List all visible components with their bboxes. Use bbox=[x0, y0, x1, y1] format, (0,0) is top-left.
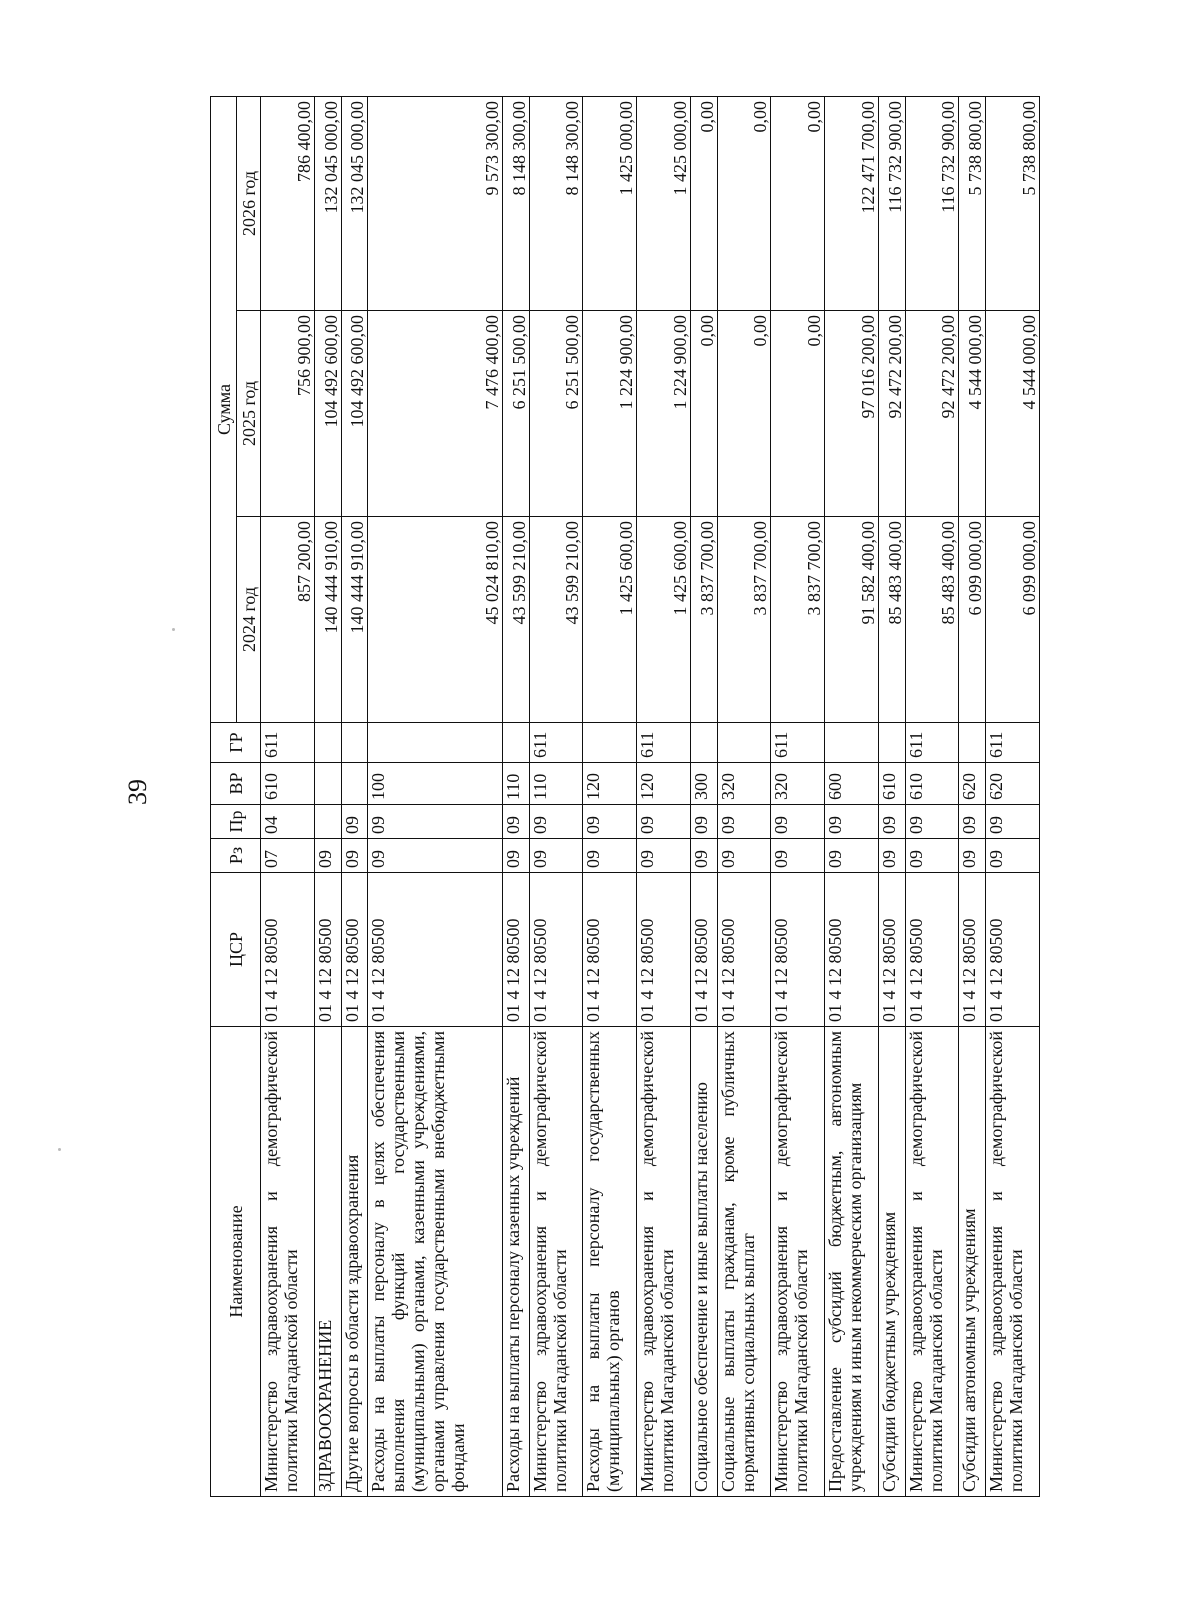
cell-gr: 611 bbox=[529, 723, 583, 763]
cell-y2026: 0,00 bbox=[771, 96, 825, 310]
cell-csr: 01 4 12 80500 bbox=[690, 873, 717, 1027]
cell-gr bbox=[502, 723, 529, 763]
cell-y2024: 6 099 000,00 bbox=[959, 517, 986, 723]
table-row bbox=[717, 96, 771, 1496]
cell-y2024: 6 099 000,00 bbox=[986, 517, 1040, 723]
cell-name: Субсидии бюджетным учреждениям bbox=[878, 1027, 905, 1497]
cell-csr: 01 4 12 80500 bbox=[314, 873, 341, 1027]
cell-vr: 120 bbox=[637, 763, 691, 805]
cell-rz: 09 bbox=[986, 839, 1040, 873]
cell-y2025: 0,00 bbox=[690, 311, 717, 517]
cell-vr bbox=[314, 763, 341, 805]
cell-pr: 09 bbox=[771, 805, 825, 839]
header-rz: Рз bbox=[211, 839, 261, 873]
cell-gr: 611 bbox=[637, 723, 691, 763]
cell-gr: 611 bbox=[261, 723, 315, 763]
cell-csr: 01 4 12 80500 bbox=[905, 873, 959, 1027]
cell-csr: 01 4 12 80500 bbox=[529, 873, 583, 1027]
page-number: 39 bbox=[123, 779, 152, 805]
cell-vr: 100 bbox=[368, 763, 502, 805]
cell-y2026: 0,00 bbox=[717, 96, 771, 310]
cell-y2024: 1 425 600,00 bbox=[583, 517, 637, 723]
header-gr: ГР bbox=[211, 723, 261, 763]
cell-gr bbox=[368, 723, 502, 763]
header-csr: ЦСР bbox=[211, 873, 261, 1027]
cell-y2025: 0,00 bbox=[717, 311, 771, 517]
cell-csr: 01 4 12 80500 bbox=[502, 873, 529, 1027]
cell-csr: 01 4 12 80500 bbox=[341, 873, 368, 1027]
cell-y2024: 857 200,00 bbox=[261, 517, 315, 723]
cell-rz: 09 bbox=[637, 839, 691, 873]
table-row bbox=[583, 96, 637, 1496]
cell-y2026: 5 738 800,00 bbox=[986, 96, 1040, 310]
cell-rz: 09 bbox=[314, 839, 341, 873]
header-2026: 2026 год bbox=[237, 96, 261, 310]
table-body bbox=[261, 96, 1040, 1496]
cell-rz: 09 bbox=[771, 839, 825, 873]
cell-gr bbox=[717, 723, 771, 763]
cell-vr: 600 bbox=[825, 763, 879, 805]
cell-y2025: 0,00 bbox=[771, 311, 825, 517]
table-header bbox=[211, 96, 261, 1496]
cell-rz: 09 bbox=[583, 839, 637, 873]
header-2025: 2025 год bbox=[237, 311, 261, 517]
table-row bbox=[690, 96, 717, 1496]
cell-rz: 09 bbox=[690, 839, 717, 873]
cell-gr: 611 bbox=[771, 723, 825, 763]
cell-name: ЗДРАВООХРАНЕНИЕ bbox=[314, 1027, 341, 1497]
cell-y2025: 7 476 400,00 bbox=[368, 311, 502, 517]
cell-pr: 09 bbox=[690, 805, 717, 839]
cell-rz: 09 bbox=[959, 839, 986, 873]
cell-y2024: 140 444 910,00 bbox=[314, 517, 341, 723]
cell-pr: 09 bbox=[986, 805, 1040, 839]
cell-y2025: 6 251 500,00 bbox=[502, 311, 529, 517]
cell-name: Расходы на выплаты персоналу в целях обеспечения выполнения функций государственными (муниципальными) органами, казенными учреждениями, органами управления государственными внебюджетными фондами bbox=[368, 1027, 502, 1497]
cell-gr bbox=[825, 723, 879, 763]
table-row bbox=[637, 96, 691, 1496]
cell-rz: 09 bbox=[878, 839, 905, 873]
table-row bbox=[986, 96, 1040, 1496]
header-sum: Сумма bbox=[211, 96, 237, 722]
table-row bbox=[261, 96, 315, 1496]
cell-y2026: 8 148 300,00 bbox=[502, 96, 529, 310]
cell-y2024: 3 837 700,00 bbox=[690, 517, 717, 723]
cell-pr: 09 bbox=[878, 805, 905, 839]
cell-y2026: 0,00 bbox=[690, 96, 717, 310]
cell-name: Субсидии автономным учреждениям bbox=[959, 1027, 986, 1497]
cell-y2025: 92 472 200,00 bbox=[905, 311, 959, 517]
cell-csr: 01 4 12 80500 bbox=[959, 873, 986, 1027]
budget-table bbox=[210, 96, 1040, 1497]
scan-speck bbox=[58, 1148, 61, 1151]
cell-y2024: 3 837 700,00 bbox=[771, 517, 825, 723]
cell-pr: 04 bbox=[261, 805, 315, 839]
cell-vr: 610 bbox=[261, 763, 315, 805]
cell-rz: 09 bbox=[825, 839, 879, 873]
cell-y2025: 104 492 600,00 bbox=[314, 311, 341, 517]
table-row bbox=[771, 96, 825, 1496]
cell-gr bbox=[314, 723, 341, 763]
cell-y2026: 786 400,00 bbox=[261, 96, 315, 310]
table-row bbox=[825, 96, 879, 1496]
cell-y2026: 132 045 000,00 bbox=[314, 96, 341, 310]
cell-csr: 01 4 12 80500 bbox=[637, 873, 691, 1027]
cell-rz: 09 bbox=[368, 839, 502, 873]
cell-gr: 611 bbox=[905, 723, 959, 763]
cell-y2024: 1 425 600,00 bbox=[637, 517, 691, 723]
cell-name: Министерство здравоохранения и демографической политики Магаданской области bbox=[771, 1027, 825, 1497]
cell-y2026: 1 425 000,00 bbox=[583, 96, 637, 310]
cell-pr: 09 bbox=[825, 805, 879, 839]
cell-y2026: 132 045 000,00 bbox=[341, 96, 368, 310]
cell-pr: 09 bbox=[717, 805, 771, 839]
cell-pr: 09 bbox=[583, 805, 637, 839]
cell-gr bbox=[690, 723, 717, 763]
table-row bbox=[878, 96, 905, 1496]
cell-vr: 320 bbox=[771, 763, 825, 805]
cell-rz: 09 bbox=[529, 839, 583, 873]
cell-y2025: 756 900,00 bbox=[261, 311, 315, 517]
cell-y2026: 5 738 800,00 bbox=[959, 96, 986, 310]
cell-pr: 09 bbox=[529, 805, 583, 839]
cell-rz: 09 bbox=[502, 839, 529, 873]
cell-name: Министерство здравоохранения и демографической политики Магаданской области bbox=[529, 1027, 583, 1497]
table-row bbox=[529, 96, 583, 1496]
table-row bbox=[368, 96, 502, 1496]
cell-csr: 01 4 12 80500 bbox=[771, 873, 825, 1027]
cell-gr bbox=[583, 723, 637, 763]
header-2024: 2024 год bbox=[237, 517, 261, 723]
table-row bbox=[959, 96, 986, 1496]
cell-y2025: 1 224 900,00 bbox=[637, 311, 691, 517]
table-row bbox=[905, 96, 959, 1496]
cell-csr: 01 4 12 80500 bbox=[261, 873, 315, 1027]
cell-y2024: 140 444 910,00 bbox=[341, 517, 368, 723]
cell-pr: 09 bbox=[905, 805, 959, 839]
cell-y2024: 43 599 210,00 bbox=[529, 517, 583, 723]
cell-name: Министерство здравоохранения и демографической политики Магаданской области bbox=[905, 1027, 959, 1497]
cell-y2026: 8 148 300,00 bbox=[529, 96, 583, 310]
cell-rz: 09 bbox=[905, 839, 959, 873]
cell-y2024: 45 024 810,00 bbox=[368, 517, 502, 723]
cell-vr: 610 bbox=[905, 763, 959, 805]
cell-csr: 01 4 12 80500 bbox=[986, 873, 1040, 1027]
cell-y2026: 9 573 300,00 bbox=[368, 96, 502, 310]
cell-gr bbox=[878, 723, 905, 763]
cell-name: Министерство здравоохранения и демографической политики Магаданской области bbox=[637, 1027, 691, 1497]
cell-gr bbox=[959, 723, 986, 763]
cell-csr: 01 4 12 80500 bbox=[717, 873, 771, 1027]
cell-y2025: 4 544 000,00 bbox=[959, 311, 986, 517]
cell-name: Министерство здравоохранения и демографической политики Магаданской области bbox=[261, 1027, 315, 1497]
cell-pr bbox=[314, 805, 341, 839]
cell-gr bbox=[341, 723, 368, 763]
cell-y2026: 1 425 000,00 bbox=[637, 96, 691, 310]
cell-name: Расходы на выплаты персоналу казенных учреждений bbox=[502, 1027, 529, 1497]
cell-rz: 09 bbox=[341, 839, 368, 873]
cell-csr: 01 4 12 80500 bbox=[825, 873, 879, 1027]
cell-pr: 09 bbox=[341, 805, 368, 839]
table-row bbox=[502, 96, 529, 1496]
cell-y2025: 4 544 000,00 bbox=[986, 311, 1040, 517]
cell-csr: 01 4 12 80500 bbox=[368, 873, 502, 1027]
scan-speck bbox=[172, 628, 175, 631]
cell-y2024: 91 582 400,00 bbox=[825, 517, 879, 723]
cell-name: Министерство здравоохранения и демографической политики Магаданской области bbox=[986, 1027, 1040, 1497]
cell-y2026: 116 732 900,00 bbox=[905, 96, 959, 310]
cell-y2024: 3 837 700,00 bbox=[717, 517, 771, 723]
cell-y2024: 85 483 400,00 bbox=[878, 517, 905, 723]
cell-vr: 620 bbox=[986, 763, 1040, 805]
cell-y2024: 43 599 210,00 bbox=[502, 517, 529, 723]
rotated-table-container bbox=[210, 97, 1040, 1497]
cell-y2026: 116 732 900,00 bbox=[878, 96, 905, 310]
cell-pr: 09 bbox=[959, 805, 986, 839]
cell-vr: 610 bbox=[878, 763, 905, 805]
cell-csr: 01 4 12 80500 bbox=[583, 873, 637, 1027]
cell-vr: 320 bbox=[717, 763, 771, 805]
cell-vr: 120 bbox=[583, 763, 637, 805]
cell-rz: 09 bbox=[717, 839, 771, 873]
table-row bbox=[314, 96, 341, 1496]
cell-y2025: 92 472 200,00 bbox=[878, 311, 905, 517]
cell-pr: 09 bbox=[368, 805, 502, 839]
cell-name: Социальные выплаты гражданам, кроме публичных нормативных социальных выплат bbox=[717, 1027, 771, 1497]
cell-vr: 300 bbox=[690, 763, 717, 805]
cell-vr: 620 bbox=[959, 763, 986, 805]
cell-csr: 01 4 12 80500 bbox=[878, 873, 905, 1027]
cell-y2025: 1 224 900,00 bbox=[583, 311, 637, 517]
cell-pr: 09 bbox=[637, 805, 691, 839]
cell-name: Расходы на выплаты персоналу государственных (муниципальных) органов bbox=[583, 1027, 637, 1497]
cell-name: Социальное обеспечение и иные выплаты населению bbox=[690, 1027, 717, 1497]
cell-rz: 07 bbox=[261, 839, 315, 873]
cell-y2026: 122 471 700,00 bbox=[825, 96, 879, 310]
cell-y2024: 85 483 400,00 bbox=[905, 517, 959, 723]
cell-y2025: 6 251 500,00 bbox=[529, 311, 583, 517]
cell-y2025: 97 016 200,00 bbox=[825, 311, 879, 517]
cell-vr: 110 bbox=[502, 763, 529, 805]
table-row bbox=[341, 96, 368, 1496]
cell-name: Другие вопросы в области здравоохранения bbox=[341, 1027, 368, 1497]
header-pr: Пр bbox=[211, 805, 261, 839]
header-vr: ВР bbox=[211, 763, 261, 805]
header-name: Наименование bbox=[211, 1027, 261, 1497]
cell-gr: 611 bbox=[986, 723, 1040, 763]
cell-name: Предоставление субсидий бюджетным, автономным учреждениям и иным некоммерческим организациям bbox=[825, 1027, 879, 1497]
cell-vr bbox=[341, 763, 368, 805]
cell-y2025: 104 492 600,00 bbox=[341, 311, 368, 517]
cell-vr: 110 bbox=[529, 763, 583, 805]
cell-pr: 09 bbox=[502, 805, 529, 839]
